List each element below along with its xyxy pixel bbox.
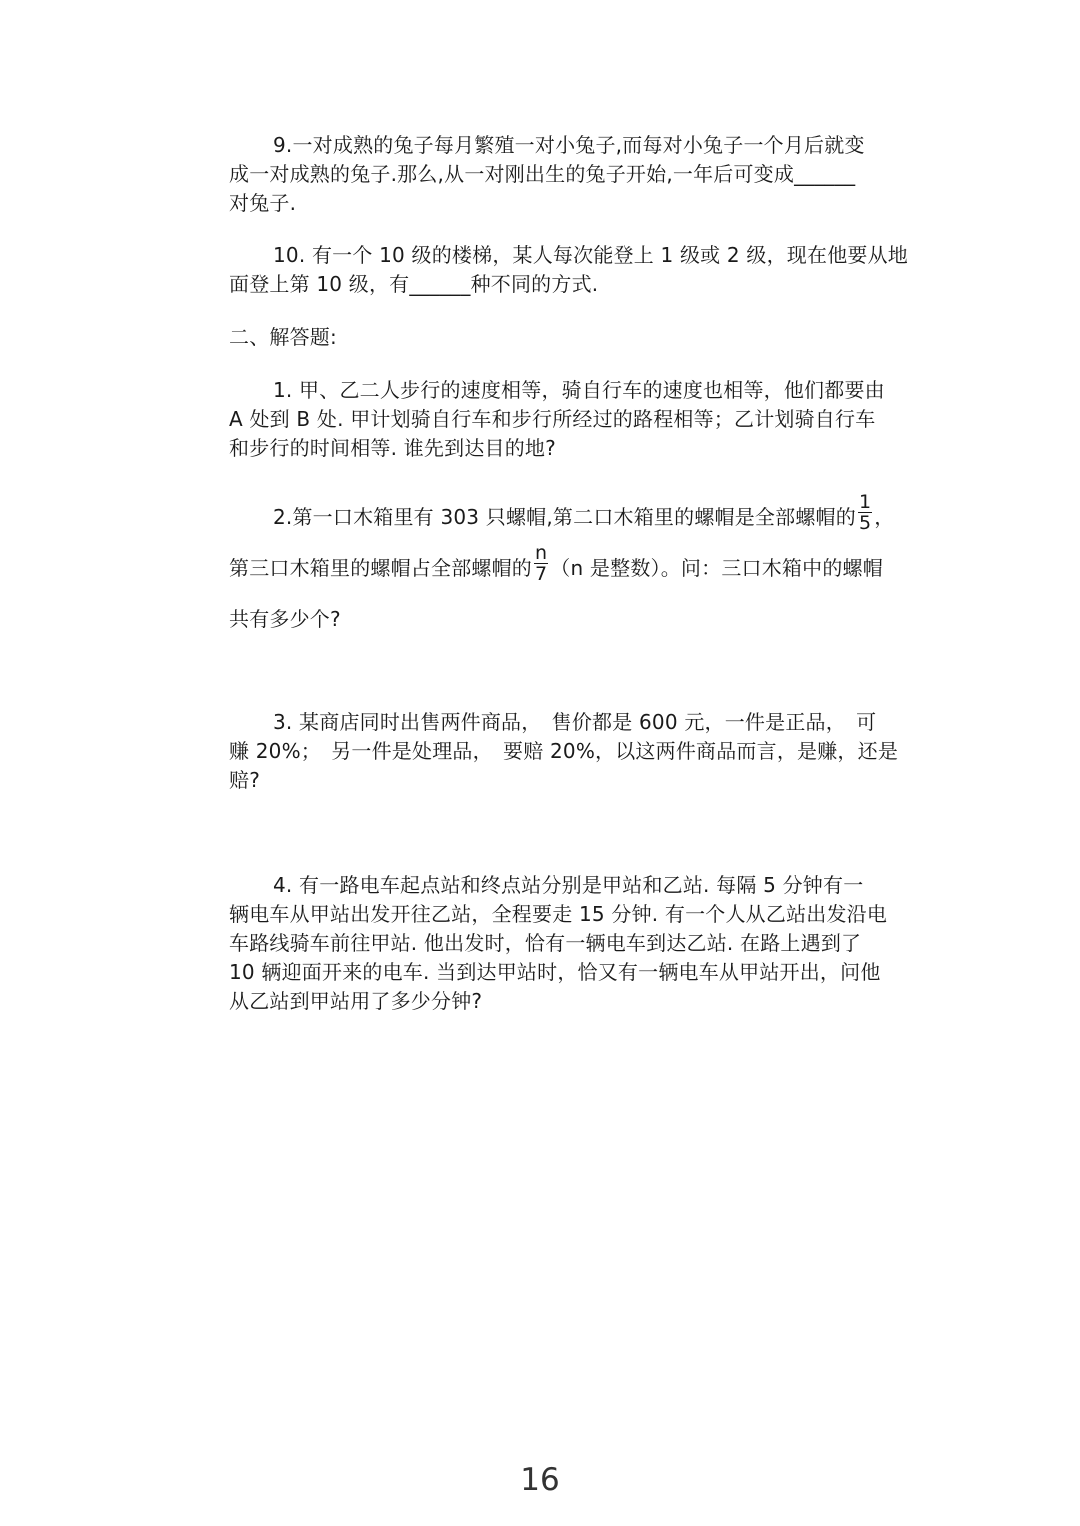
fraction-one-fifth: [858, 492, 872, 533]
question-9-line-3: 对兔子.: [229, 191, 297, 215]
fraction-denominator: 7: [535, 563, 548, 585]
problem-3-line-2: 赚 20%； 另一件是处理品， 要赔 20%，以这两件商品而言，是赚，还是: [229, 739, 899, 763]
question-10: [229, 241, 919, 299]
fraction-numerator: 1: [858, 491, 872, 513]
page-number: 16: [520, 1462, 560, 1498]
question-9-line-2: 成一对成熟的兔子.那么,从一对刚出生的兔子开始,一年后可变成______: [229, 162, 856, 186]
problem-2-line-1-end: ，: [874, 505, 895, 529]
problem-1-line-2: A 处到 B 处. 甲计划骑自行车和步行所经过的路程相等；乙计划骑自行车: [229, 407, 876, 431]
fraction-denominator: 5: [858, 512, 872, 534]
problem-3: [229, 708, 919, 795]
problem-4-line-4: 10 辆迎面开来的电车. 当到达甲站时，恰又有一辆电车从甲站开出，问他: [229, 960, 881, 984]
problem-4-line-1: 4. 有一路电车起点站和终点站分别是甲站和乙站. 每隔 5 分钟有一: [273, 873, 864, 897]
problem-2: [229, 492, 919, 645]
section-heading-text: 二、解答题:: [229, 325, 337, 349]
fraction-numerator: n: [535, 542, 548, 564]
problem-2-line-1: [229, 492, 919, 543]
problem-1-line-1: 1. 甲、乙二人步行的速度相等，骑自行车的速度也相等，他们都要由: [273, 378, 885, 402]
problem-4-line-3: 车路线骑车前往甲站. 他出发时，恰有一辆电车到达乙站. 在路上遇到了: [229, 931, 862, 955]
problem-4-line-2: 辆电车从甲站出发开往乙站，全程要走 15 分钟. 有一个人从乙站出发沿电: [229, 902, 888, 926]
problem-3-line-1: 3. 某商店同时出售两件商品， 售价都是 600 元，一件是正品， 可: [273, 710, 877, 734]
fraction-n-sevenths: [534, 543, 548, 584]
question-10-line-2: 面登上第 10 级，有______种不同的方式.: [229, 272, 599, 296]
problem-3-line-3: 赔?: [229, 768, 261, 792]
problem-2-line-1-text: 2.第一口木箱里有 303 只螺帽,第二口木箱里的螺帽是全部螺帽的: [273, 505, 856, 529]
problem-1-line-3: 和步行的时间相等. 谁先到达目的地?: [229, 436, 556, 460]
problem-1: [229, 376, 919, 463]
problem-4: [229, 871, 919, 1016]
question-9-line-1: 9.一对成熟的兔子每月繁殖一对小兔子,而每对小兔子一个月后就变: [273, 133, 865, 157]
problem-4-line-5: 从乙站到甲站用了多少分钟?: [229, 989, 483, 1013]
problem-2-line-2: [229, 543, 919, 594]
problem-2-line-3: 共有多少个?: [229, 607, 341, 631]
problem-2-line-2-end: （n 是整数）。问：三口木箱中的螺帽: [550, 556, 883, 580]
question-9: [229, 131, 919, 218]
question-10-line-1: 10. 有一个 10 级的楼梯，某人每次能登上 1 级或 2 级，现在他要从地: [273, 243, 909, 267]
section-heading: [229, 323, 919, 352]
problem-2-line-2-text: 第三口木箱里的螺帽占全部螺帽的: [229, 556, 532, 580]
